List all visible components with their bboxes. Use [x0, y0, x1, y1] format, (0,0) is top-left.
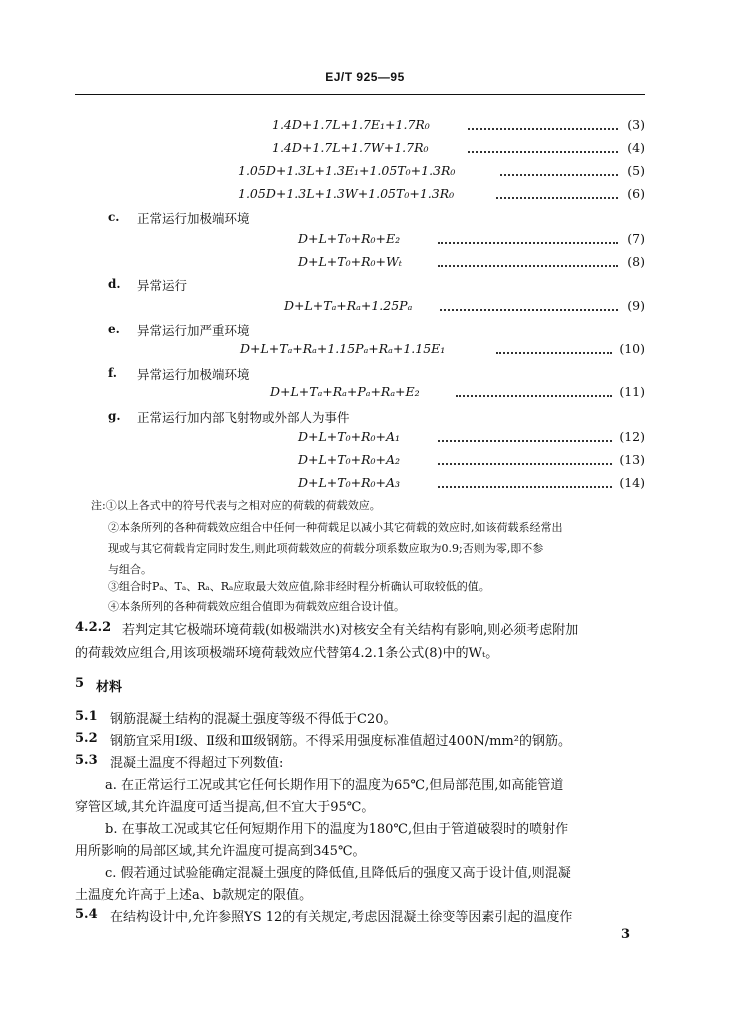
clause-4-2-2-number: 4.2.2: [75, 620, 112, 635]
clause-5-3-c-line-1: c. 假若通过试验能确定混凝土强度的降低值,且降低后的强度又高于设计值,则混凝: [105, 866, 571, 881]
equation-number: (7): [627, 231, 645, 246]
clause-5-3-a-line-2: 穿管区域,其允许温度可适当提高,但不宜大于95℃。: [75, 800, 375, 815]
leader-dots: [438, 463, 612, 465]
clause-5-2-number: 5.2: [75, 731, 98, 746]
item-d-label: d.: [108, 277, 121, 291]
equation-number: (3): [627, 117, 645, 132]
clause-5-3-b-line-1: b. 在事故工况或其它任何短期作用下的温度为180℃,但由于管道破裂时的喷射作: [105, 822, 569, 837]
equation-number: (12): [619, 429, 645, 444]
formula-4: 1.4D+1.7L+1.7W+1.7R₀: [272, 140, 429, 155]
leader-dots: [438, 440, 612, 442]
clause-5-3-text: 混凝土温度不得超过下列数值:: [110, 756, 284, 771]
item-e-text: 异常运行加严重环境: [137, 323, 250, 338]
item-g-label: g.: [108, 409, 121, 423]
formula-6: 1.05D+1.3L+1.3W+1.05T₀+1.3R₀: [238, 186, 455, 201]
equation-number: (4): [627, 140, 645, 155]
note-2-line-3: 与组合。: [108, 563, 152, 576]
equation-number: (13): [619, 452, 645, 467]
formula-3: 1.4D+1.7L+1.7E₁+1.7R₀: [272, 117, 430, 132]
leader-dots: [468, 151, 618, 153]
clause-5-2-text: 钢筋宜采用Ⅰ级、Ⅱ级和Ⅲ级钢筋。不得采用强度标准值超过400N/mm²的钢筋。: [110, 734, 571, 749]
equation-number: (5): [627, 163, 645, 178]
clause-5-4-text: 在结构设计中,允许参照YS 12的有关规定,考虑因混凝土徐变等因素引起的温度作: [110, 910, 573, 925]
page-header-code: EJ/T 925—95: [325, 70, 405, 84]
leader-dots: [438, 242, 618, 244]
leader-dots: [496, 197, 618, 199]
formula-5: 1.05D+1.3L+1.3E₁+1.05T₀+1.3R₀: [238, 163, 456, 178]
item-c-text: 正常运行加极端环境: [137, 211, 250, 226]
leader-dots: [500, 174, 618, 176]
formula-8: D+L+T₀+R₀+Wₜ: [298, 254, 402, 269]
clause-5-3-a-line-1: a. 在正常运行工况或其它任何长期作用下的温度为65℃,但局部范围,如高能管道: [105, 778, 564, 793]
item-c-label: c.: [108, 210, 120, 224]
equation-number: (10): [619, 341, 645, 356]
formula-9: D+L+Tₐ+Rₐ+1.25Pₐ: [284, 298, 413, 313]
clause-5-1-text: 钢筋混凝土结构的混凝土强度等级不得低于C20。: [110, 712, 397, 727]
note-3: ③组合时Pₐ、Tₐ、Rₐ、Rₐ应取最大效应值,除非经时程分析确认可取较低的值。: [108, 580, 490, 593]
clause-5-4-number: 5.4: [75, 907, 98, 922]
leader-dots: [468, 128, 618, 130]
equation-number: (6): [627, 186, 645, 201]
section-5-title: 材料: [96, 680, 123, 695]
formula-14: D+L+T₀+R₀+A₃: [298, 475, 401, 490]
formula-12: D+L+T₀+R₀+A₁: [298, 429, 401, 444]
formula-11: D+L+Tₐ+Rₐ+Pₐ+Rₐ+E₂: [270, 384, 420, 399]
equation-number: (11): [619, 384, 645, 399]
formula-13: D+L+T₀+R₀+A₂: [298, 452, 401, 467]
item-d-text: 异常运行: [137, 278, 188, 293]
equation-number: (14): [619, 475, 645, 490]
clause-5-3-c-line-2: 土温度允许高于上述a、b款规定的限值。: [75, 888, 313, 903]
note-4: ④本条所列的各种荷载效应组合值即为荷载效应组合设计值。: [108, 600, 405, 613]
equation-number: (9): [627, 298, 645, 313]
header-rule: [75, 94, 645, 95]
item-e-label: e.: [108, 322, 120, 336]
clause-5-1-number: 5.1: [75, 709, 98, 724]
leader-dots: [496, 352, 612, 354]
note-2-line-2: 现或与其它荷载肯定同时发生,则此项荷载效应的荷载分项系数应取为0.9;否则为零,即不参: [108, 542, 544, 555]
item-f-label: f.: [108, 366, 117, 380]
leader-dots: [438, 265, 618, 267]
leader-dots: [438, 486, 612, 488]
leader-dots: [440, 309, 618, 311]
leader-dots: [456, 395, 612, 397]
clause-4-2-2-line-1: 若判定其它极端环境荷载(如极端洪水)对核安全有关结构有影响,则必须考虑附加: [122, 623, 579, 638]
item-g-text: 正常运行加内部飞射物或外部人为事件: [137, 410, 350, 425]
section-5-number: 5: [75, 676, 85, 691]
clause-5-3-number: 5.3: [75, 753, 98, 768]
formula-7: D+L+T₀+R₀+E₂: [298, 231, 401, 246]
clause-4-2-2-line-2: 的荷载效应组合,用该项极端环境荷载效应代替第4.2.1条公式(8)中的Wₜ。: [75, 646, 499, 661]
formula-10: D+L+Tₐ+Rₐ+1.15Pₐ+Rₐ+1.15E₁: [240, 341, 446, 356]
equation-number: (8): [627, 254, 645, 269]
item-f-text: 异常运行加极端环境: [137, 367, 250, 382]
page-number: 3: [621, 927, 631, 942]
note-1: 注:①以上各式中的符号代表与之相对应的荷载的荷载效应。: [91, 499, 381, 512]
note-2-line-1: ②本条所列的各种荷载效应组合中任何一种荷载足以减小其它荷载的效应时,如该荷载系经常出: [108, 521, 563, 534]
clause-5-3-b-line-2: 用所影响的局部区域,其允许温度可提高到345℃。: [75, 844, 366, 859]
